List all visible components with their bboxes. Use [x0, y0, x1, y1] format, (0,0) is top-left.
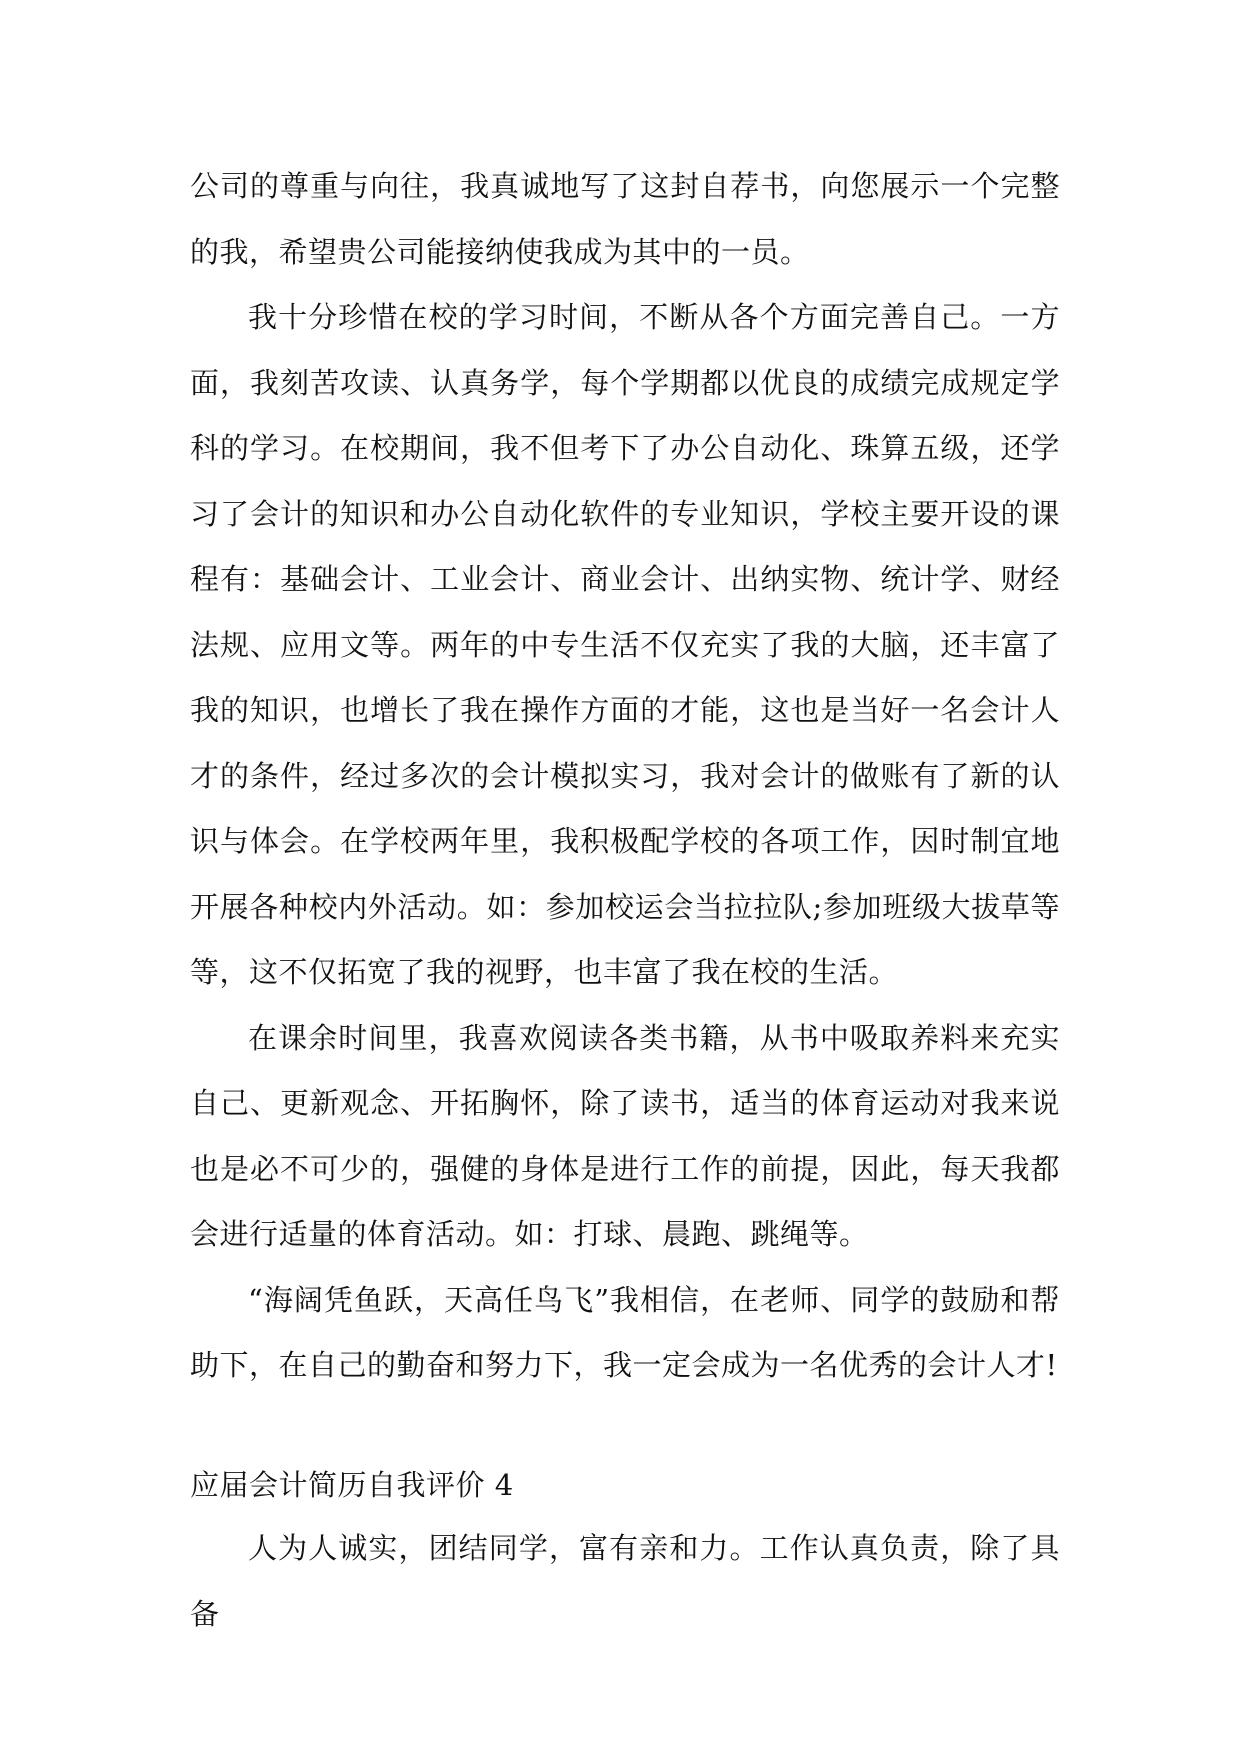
paragraph-self-evaluation: 人为人诚实，团结同学，富有亲和力。工作认真负责，除了具备 — [190, 1531, 1060, 1631]
section-heading-block — [190, 1453, 1060, 1519]
section-body — [190, 1516, 1060, 1647]
paragraph-closing: “海阔凭鱼跃，天高任鸟飞”我相信，在老师、同学的鼓励和帮助下，在自己的勤奋和努力下，我一定会成为一名优秀的会计人才! — [190, 1282, 1060, 1382]
paragraph-continuation: 公司的尊重与向往，我真诚地写了这封自荐书，向您展示一个完整的我，希望贵公司能接纳使我成为其中的一员。 — [190, 169, 1060, 269]
body-text — [190, 154, 1060, 1399]
paragraph-leisure: 在课余时间里，我喜欢阅读各类书籍，从书中吸取养料来充实自己、更新观念、开拓胸怀，除了读书，适当的体育运动对我来说也是必不可少的，强健的身体是进行工作的前提，因此，每天我都会进行适量的体育活动。如：打球、晨跑、跳绳等。 — [190, 1020, 1060, 1251]
paragraph-study: 我十分珍惜在校的学习时间，不断从各个方面完善自己。一方面，我刻苦攻读、认真务学，每个学期都以优良的成绩完成规定学科的学习。在校期间，我不但考下了办公自动化、珠算五级，还学习了会计的知识和办公自动化软件的专业知识，学校主要开设的课程有：基础会计、工业会计、商业会计、出纳实物、统计学、财经法规、应用文等。两年的中专生活不仅充实了我的大脑，还丰富了我的知识，也增长了我在操作方面的才能，这也是当好一名会计人才的条件，经过多次的会计模拟实习，我对会计的做账有了新的认识与体会。在学校两年里，我积极配学校的各项工作，因时制宜地开展各种校内外活动。如：参加校运会当拉拉队;参加班级大拔草等等，这不仅拓宽了我的视野，也丰富了我在校的生活。 — [190, 300, 1060, 989]
section-heading: 应届会计简历自我评价 4 — [190, 1468, 514, 1502]
